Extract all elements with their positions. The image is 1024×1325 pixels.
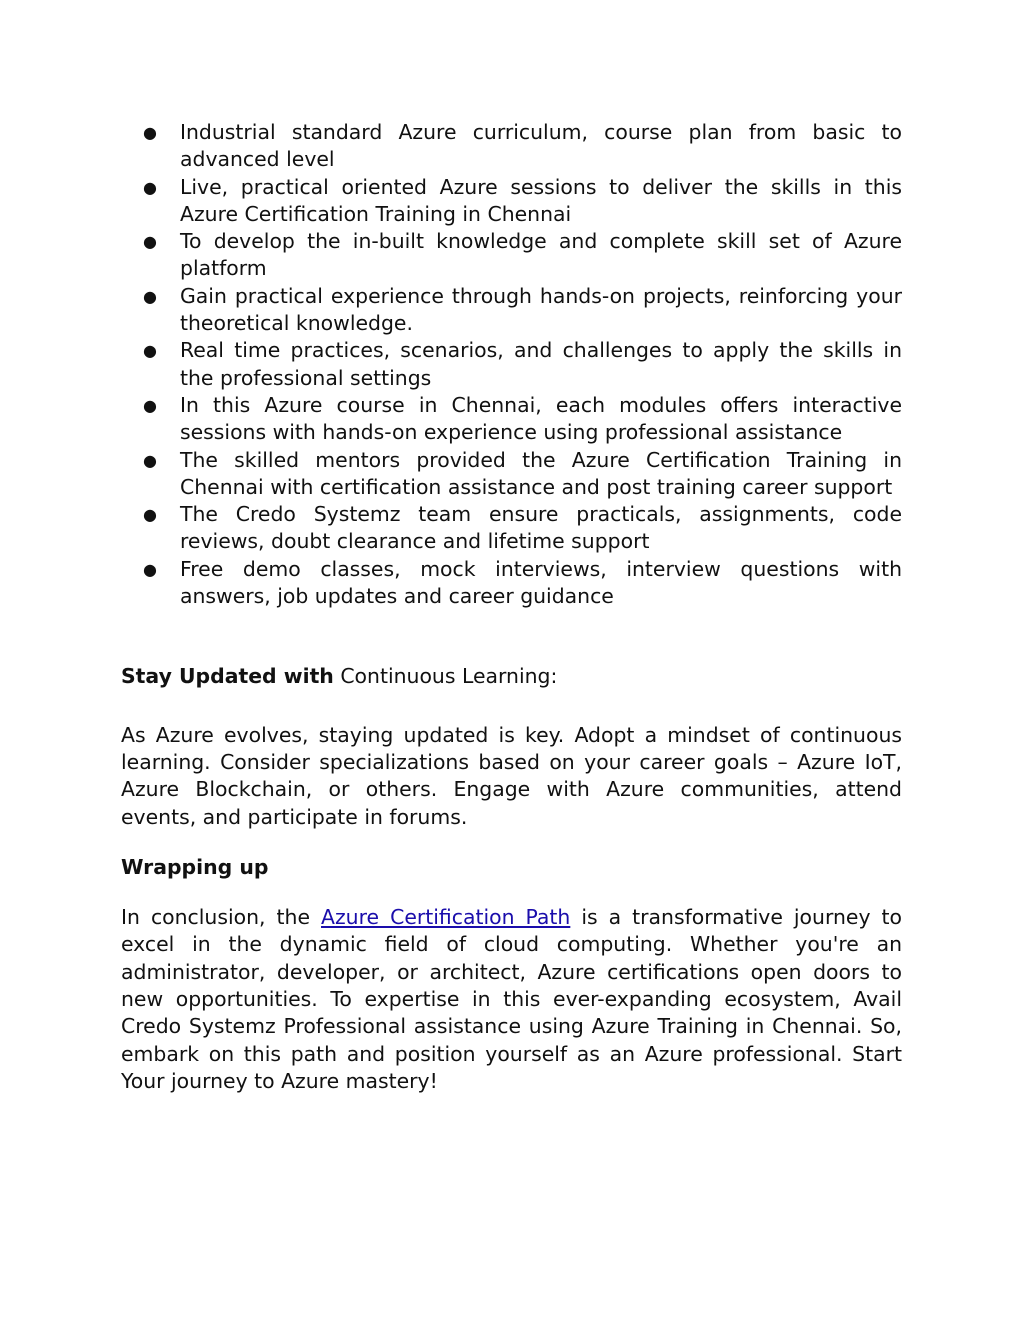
bullet-dot-icon: ●: [143, 123, 157, 142]
stay-updated-heading-rest: Continuous Learning:: [340, 664, 558, 689]
bullet-item: [121, 337, 902, 392]
bullet-dot-icon: ●: [143, 232, 157, 252]
bullet-text: In this Azure course in Chennai, each modules offers interactive sessions with hands-on experience using professional assistance: [180, 392, 902, 445]
bullet-text: Free demo classes, mock interviews, interview questions with answers, job updates and career guidance: [180, 556, 902, 609]
stay-updated-heading-bold: Stay Updated with: [121, 664, 334, 689]
bullet-text: Industrial standard Azure curriculum, course plan from basic to advanced level: [180, 120, 902, 172]
bullet-dot-icon: ●: [143, 177, 157, 197]
stay-updated-paragraph: As Azure evolves, staying updated is key. Adopt a mindset of continuous learning. Consider specializations based on your career goals – Azure IoT, Azure Blockchain, or others. Engage with Azure communities, attend events, and participate in forums.: [121, 722, 902, 829]
wrapping-up-heading: [121, 854, 902, 881]
bullet-item: [121, 119, 902, 174]
bullet-text: Gain practical experience through hands-on projects, reinforcing your theoretical knowledge.: [180, 283, 902, 336]
bullet-text: To develop the in-built knowledge and complete skill set of Azure platform: [180, 229, 902, 281]
wrapping-up-heading-text: Wrapping up: [121, 854, 269, 879]
bullet-item: [121, 556, 902, 611]
conclusion-text-before: In conclusion, the: [121, 905, 310, 930]
azure-certification-path-link[interactable]: Azure Certification Path: [321, 905, 571, 930]
bullet-text: The Credo Systemz team ensure practicals, assignments, code reviews, doubt clearance and lifetime support: [180, 502, 902, 554]
conclusion-paragraph: [121, 904, 902, 1095]
stay-updated-heading: [121, 663, 902, 690]
bullet-item: [121, 174, 902, 229]
bullet-item: [121, 447, 902, 502]
bullet-dot-icon: ●: [143, 559, 157, 579]
bullet-dot-icon: ●: [143, 286, 157, 306]
bullet-item: [121, 392, 902, 447]
bullet-item: [121, 501, 902, 556]
feature-bullet-list: [121, 119, 902, 610]
bullet-dot-icon: ●: [143, 395, 157, 415]
bullet-dot-icon: ●: [143, 505, 157, 525]
document-page: [121, 119, 902, 1095]
bullet-dot-icon: ●: [143, 341, 157, 361]
conclusion-text-after: is a transformative journey to excel in the dynamic field of cloud computing. Whether you're an administrator, developer, or architect, Azure certifications open doors to new opportunities. To expertise in this ever-expanding ecosystem, Avail Credo Systemz Professional assistance using Azure Training in Chennai. So, embark on this path and position yourself as an Azure professional. Start Your journey to Azure mastery!: [121, 905, 902, 1093]
bullet-text: Live, practical oriented Azure sessions to deliver the skills in this Azure Certification Training in Chennai: [180, 174, 902, 226]
bullet-text: The skilled mentors provided the Azure Certification Training in Chennai with certification assistance and post training career support: [180, 447, 902, 499]
bullet-dot-icon: ●: [143, 450, 157, 470]
bullet-text: Real time practices, scenarios, and challenges to apply the skills in the professional settings: [180, 338, 902, 390]
bullet-item: [121, 228, 902, 283]
bullet-item: [121, 283, 902, 338]
